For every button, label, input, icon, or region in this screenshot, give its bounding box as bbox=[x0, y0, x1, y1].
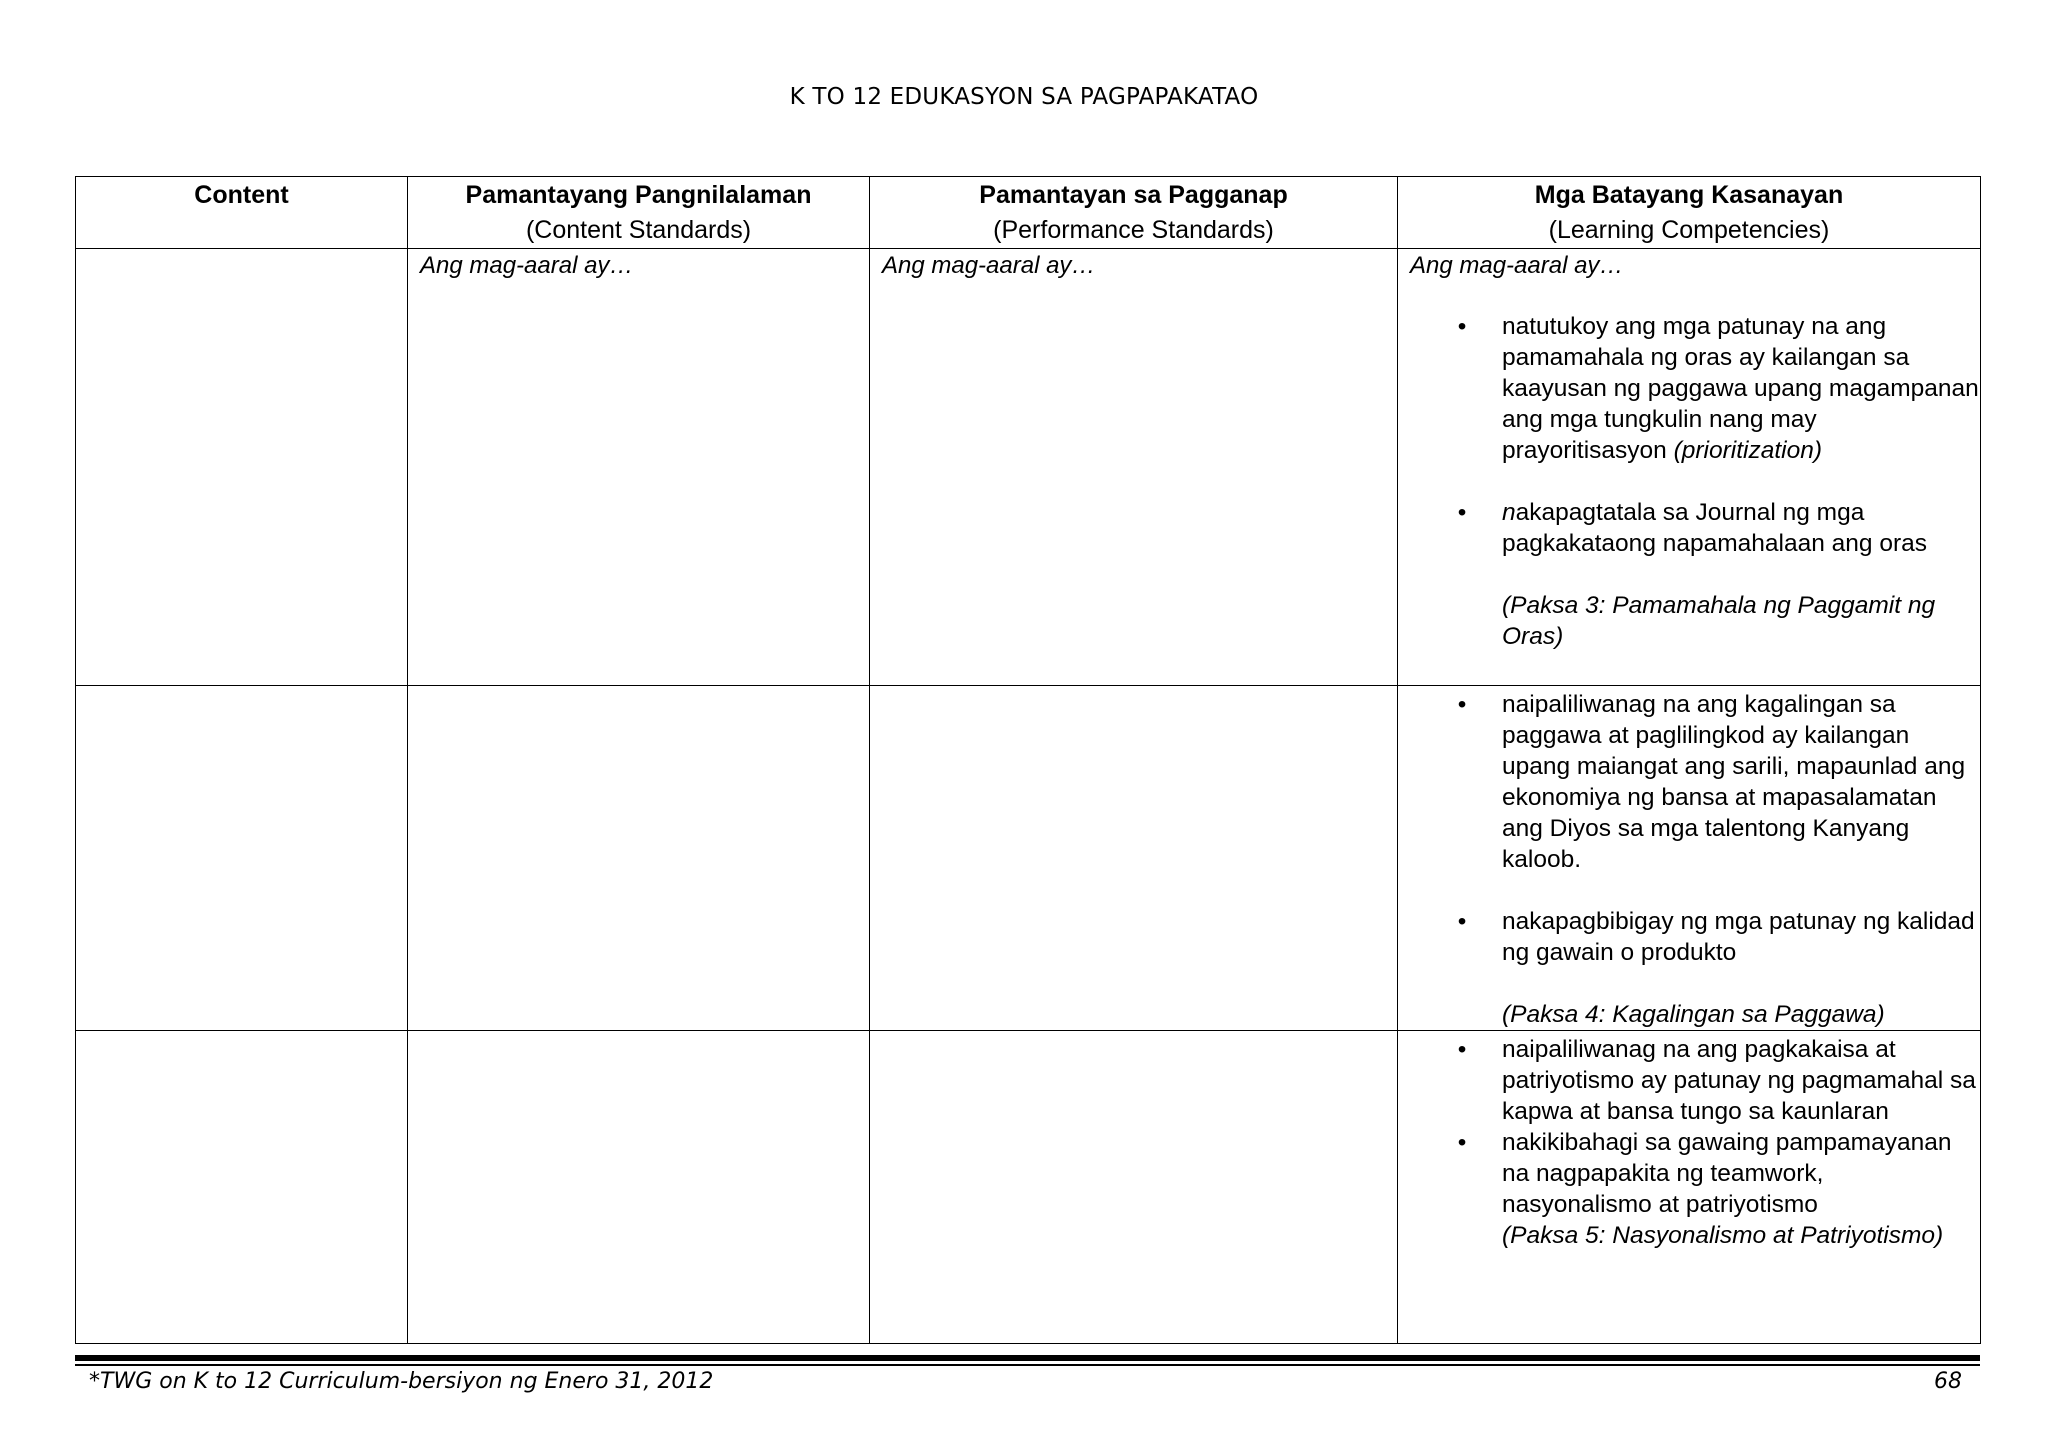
header-content-standards-subtitle: (Content Standards) bbox=[525, 216, 752, 244]
content-standards-cell bbox=[408, 1031, 870, 1344]
competency-list bbox=[1398, 686, 1980, 968]
content-standards-cell bbox=[408, 249, 870, 686]
page-number: 68 bbox=[1934, 1369, 1962, 1394]
learning-competencies-cell bbox=[1398, 249, 1981, 686]
header-learning-competencies-subtitle: (Learning Competencies) bbox=[1548, 216, 1830, 244]
intro-text: Ang mag-aaral ay… bbox=[882, 252, 1096, 279]
header-performance-standards-title: Pamantayan sa Pagganap bbox=[979, 181, 1288, 209]
footer-note: *TWG on K to 12 Curriculum-bersiyon ng Enero 31, 2012 bbox=[89, 1369, 714, 1394]
header-content-standards bbox=[408, 177, 870, 249]
content-standards-cell bbox=[408, 686, 870, 1031]
competency-text: akapagtatala sa Journal ng mga pagkakataong napamahalaan ang oras bbox=[1502, 499, 1928, 557]
curriculum-table bbox=[75, 176, 1981, 1344]
content-cell bbox=[76, 249, 408, 686]
topic-label: (Paksa 4: Kagalingan sa Paggawa) bbox=[1502, 1001, 1885, 1028]
competency-text: nakikibahagi sa gawaing pampamayanan na nagpapakita ng teamwork, nasyonalismo at patriyotismo bbox=[1502, 1129, 1952, 1218]
header-learning-competencies bbox=[1398, 177, 1981, 249]
competency-text: naipaliliwanag na ang pagkakaisa at patriyotismo ay patunay ng pagmamahal sa kapwa at bansa tungo sa kaunlaran bbox=[1502, 1036, 1976, 1125]
learning-competencies-cell bbox=[1398, 1031, 1981, 1344]
competency-list bbox=[1398, 1031, 1980, 1220]
intro-text: Ang mag-aaral ay… bbox=[1410, 252, 1624, 279]
header-content bbox=[76, 177, 408, 249]
document-title: K TO 12 EDUKASYON SA PAGPAPAKATAO bbox=[789, 84, 1259, 110]
competency-text: natutukoy ang mga patunay na ang pamamahala ng oras ay kailangan sa kaayusan ng paggawa upang magampanan ang mga tungkulin nang may prayoritisasyon bbox=[1502, 313, 1979, 464]
bullet-icon: • bbox=[1457, 691, 1467, 718]
bullet-icon: • bbox=[1457, 313, 1467, 340]
list-item bbox=[1452, 906, 1980, 968]
bullet-icon: • bbox=[1457, 1036, 1467, 1063]
performance-standards-cell bbox=[870, 1031, 1398, 1344]
performance-standards-cell bbox=[870, 686, 1398, 1031]
table-header-row bbox=[76, 177, 1981, 249]
intro-text: Ang mag-aaral ay… bbox=[420, 252, 634, 279]
bullet-icon: • bbox=[1457, 1129, 1467, 1156]
content-cell bbox=[76, 1031, 408, 1344]
performance-standards-cell bbox=[870, 249, 1398, 686]
competency-text: nakapagbibigay ng mga patunay ng kalidad ng gawain o produkto bbox=[1502, 908, 1975, 966]
bullet-icon: • bbox=[1457, 908, 1467, 935]
bullet-icon: • bbox=[1457, 499, 1467, 526]
competency-italic-note: (prioritization) bbox=[1673, 437, 1822, 464]
topic-label: (Paksa 3: Pamamahala ng Paggamit ng Oras) bbox=[1502, 592, 1936, 650]
topic-label: (Paksa 5: Nasyonalismo at Patriyotismo) bbox=[1502, 1222, 1944, 1249]
table-row bbox=[76, 249, 1981, 686]
table-row bbox=[76, 1031, 1981, 1344]
competency-text: naipaliliwanag na ang kagalingan sa paggawa at paglilingkod ay kailangan upang maiangat ang sarili, mapaunlad ang ekonomiya ng bansa at mapasalamatan ang Diyos sa mga talentong Kanyang kaloob. bbox=[1502, 691, 1966, 873]
footer-rule-thin bbox=[75, 1364, 1980, 1366]
competency-lead: n bbox=[1502, 499, 1516, 526]
footer-rule-thick bbox=[75, 1355, 1980, 1361]
table-row bbox=[76, 686, 1981, 1031]
content-cell bbox=[76, 686, 408, 1031]
header-performance-standards-subtitle: (Performance Standards) bbox=[993, 216, 1274, 244]
list-item bbox=[1452, 689, 1980, 875]
list-item bbox=[1452, 1127, 1980, 1220]
header-content-title: Content bbox=[194, 181, 289, 209]
header-content-standards-title: Pamantayang Pangnilalaman bbox=[465, 181, 812, 209]
learning-competencies-cell bbox=[1398, 686, 1981, 1031]
list-item bbox=[1452, 311, 1980, 466]
list-item bbox=[1452, 1034, 1980, 1127]
header-learning-competencies-title: Mga Batayang Kasanayan bbox=[1534, 181, 1844, 209]
header-performance-standards bbox=[870, 177, 1398, 249]
list-item bbox=[1452, 497, 1980, 559]
competency-list bbox=[1398, 311, 1980, 559]
